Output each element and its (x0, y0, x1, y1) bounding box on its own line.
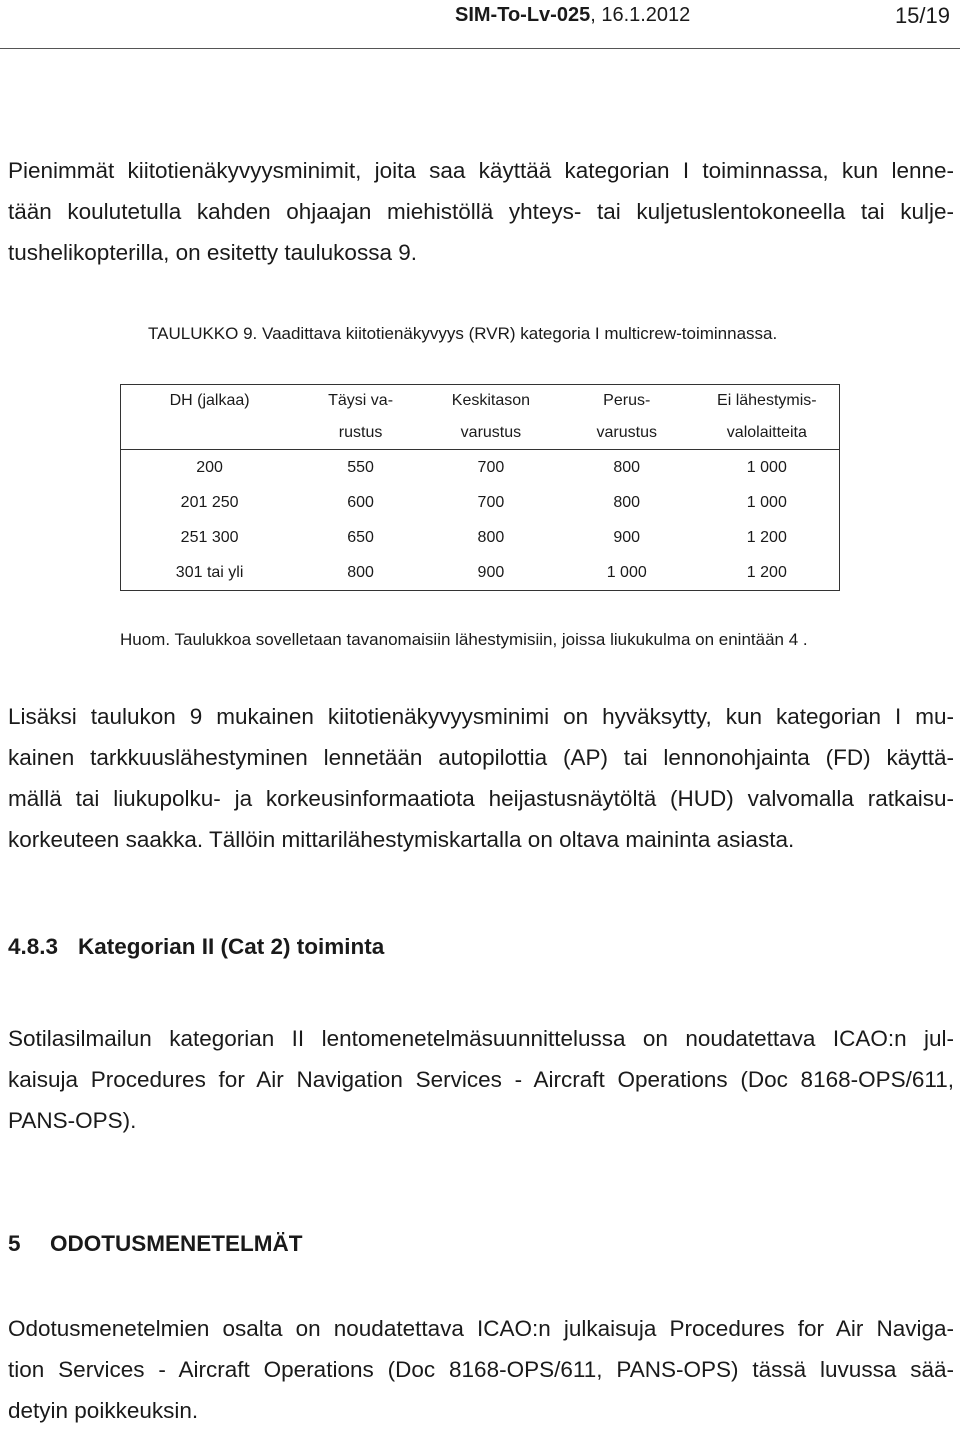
holding-paragraph (8, 1308, 954, 1431)
paragraph-line: Lisäksi taulukon 9 mukainen kiitotienäkyvyysminimi on hyväksytty, kun kategorian I mu- (8, 704, 954, 729)
paragraph-line: Odotusmenetelmien osalta on noudatettava ICAO:n julkaisuja Procedures for Air Naviga- (8, 1316, 954, 1341)
table-cell: 900 (477, 564, 505, 581)
paragraph-line: Pienimmät kiitotienäkyvyysminimit, joita saa käyttää kategorian I toiminnassa, kun lenne- (8, 158, 954, 183)
table-cell: 1 000 (746, 459, 787, 476)
table-cell: 800 (477, 529, 505, 546)
section-heading-4-8-3 (8, 932, 384, 962)
table-cell: 1 200 (746, 564, 787, 581)
document-date: , 16.1.2012 (590, 4, 691, 26)
paragraph-line: tushelikopterilla, on esitetty taulukossa 9. (8, 240, 417, 265)
section-number: 5 (8, 1231, 21, 1256)
paragraph-line: tion Services - Aircraft Operations (Doc 8168-OPS/611, PANS-OPS) tässä luvussa sää- (8, 1357, 954, 1382)
document-id: SIM-To-Lv-025 (455, 4, 591, 26)
paragraph-line: tään koulutetulla kahden ohjaajan miehistöllä yhteys- tai kuljetuslentokoneella tai kulje- (8, 199, 954, 224)
paragraph-line: korkeuteen saakka. Tällöin mittarilähestymiskartalla on oltava maininta asiasta. (8, 827, 795, 852)
table-cell: 800 (613, 494, 641, 511)
paragraph-line: detyin poikkeuksin. (8, 1398, 199, 1423)
document-header (455, 2, 690, 28)
header-divider (0, 48, 960, 49)
section-number: 4.8.3 (8, 934, 59, 959)
table-cell: 700 (477, 459, 505, 476)
table-row (121, 520, 840, 555)
cat2-paragraph (8, 1018, 954, 1141)
table-cell: 1 200 (746, 529, 787, 546)
table-cell: 200 (196, 459, 223, 476)
section-title: ODOTUSMENETELMÄT (50, 1231, 303, 1256)
table-cell: 800 (347, 564, 374, 581)
column-header-full-equipment: Täysi va- rustus (328, 392, 394, 441)
table-header-row (121, 385, 840, 450)
autopilot-paragraph (8, 696, 954, 860)
table-cell: 650 (347, 529, 374, 546)
table-row (121, 555, 840, 591)
column-header-no-approach-lights: Ei lähestymis- valolaitteita (717, 392, 817, 441)
table-cell: 600 (347, 494, 374, 511)
table-note: Huom. Taulukkoa sovelletaan tavanomaisiin lähestymisiin, joissa liukukulma on enintään 4 . (120, 630, 808, 649)
table-cell: 700 (477, 494, 505, 511)
table-cell: 251 300 (180, 529, 239, 546)
paragraph-line: kainen tarkkuuslähestyminen lennetään autopilottia (AP) tai lennonohjainta (FD) käyttä- (8, 745, 954, 770)
column-header-dh: DH (jalkaa) (169, 392, 250, 409)
table-cell: 301 tai yli (175, 564, 244, 581)
paragraph-line: Sotilasilmailun kategorian II lentomenetelmäsuunnittelussa on noudatettava ICAO:n jul- (8, 1026, 954, 1051)
table-cell: 900 (613, 529, 641, 546)
rvr-requirements-table (120, 384, 840, 591)
table-cell: 201 250 (180, 494, 239, 511)
table-cell: 800 (613, 459, 641, 476)
paragraph-line: mällä tai liukupolku- ja korkeusinformaatiota heijastusnäytöltä (HUD) valvomalla ratkaisu- (8, 786, 954, 811)
page-number: 15/19 (894, 3, 950, 28)
table-row (121, 485, 840, 520)
table-caption: TAULUKKO 9. Vaadittava kiitotienäkyvyys (RVR) kategoria I multicrew-toiminnassa. (148, 324, 778, 343)
table-cell: 1 000 (606, 564, 647, 581)
section-heading-5 (8, 1229, 303, 1259)
paragraph-line: PANS-OPS). (8, 1108, 137, 1133)
column-header-basic-equipment: Perus- varustus (596, 392, 657, 441)
table-cell: 550 (347, 459, 374, 476)
intro-paragraph (8, 150, 954, 273)
column-header-intermediate-equipment: Keskitason varustus (451, 392, 531, 441)
table-cell: 1 000 (746, 494, 787, 511)
section-title: Kategorian II (Cat 2) toiminta (78, 934, 385, 959)
table-row (121, 450, 840, 486)
paragraph-line: kaisuja Procedures for Air Navigation Services - Aircraft Operations (Doc 8168-OPS/611, (8, 1067, 954, 1092)
